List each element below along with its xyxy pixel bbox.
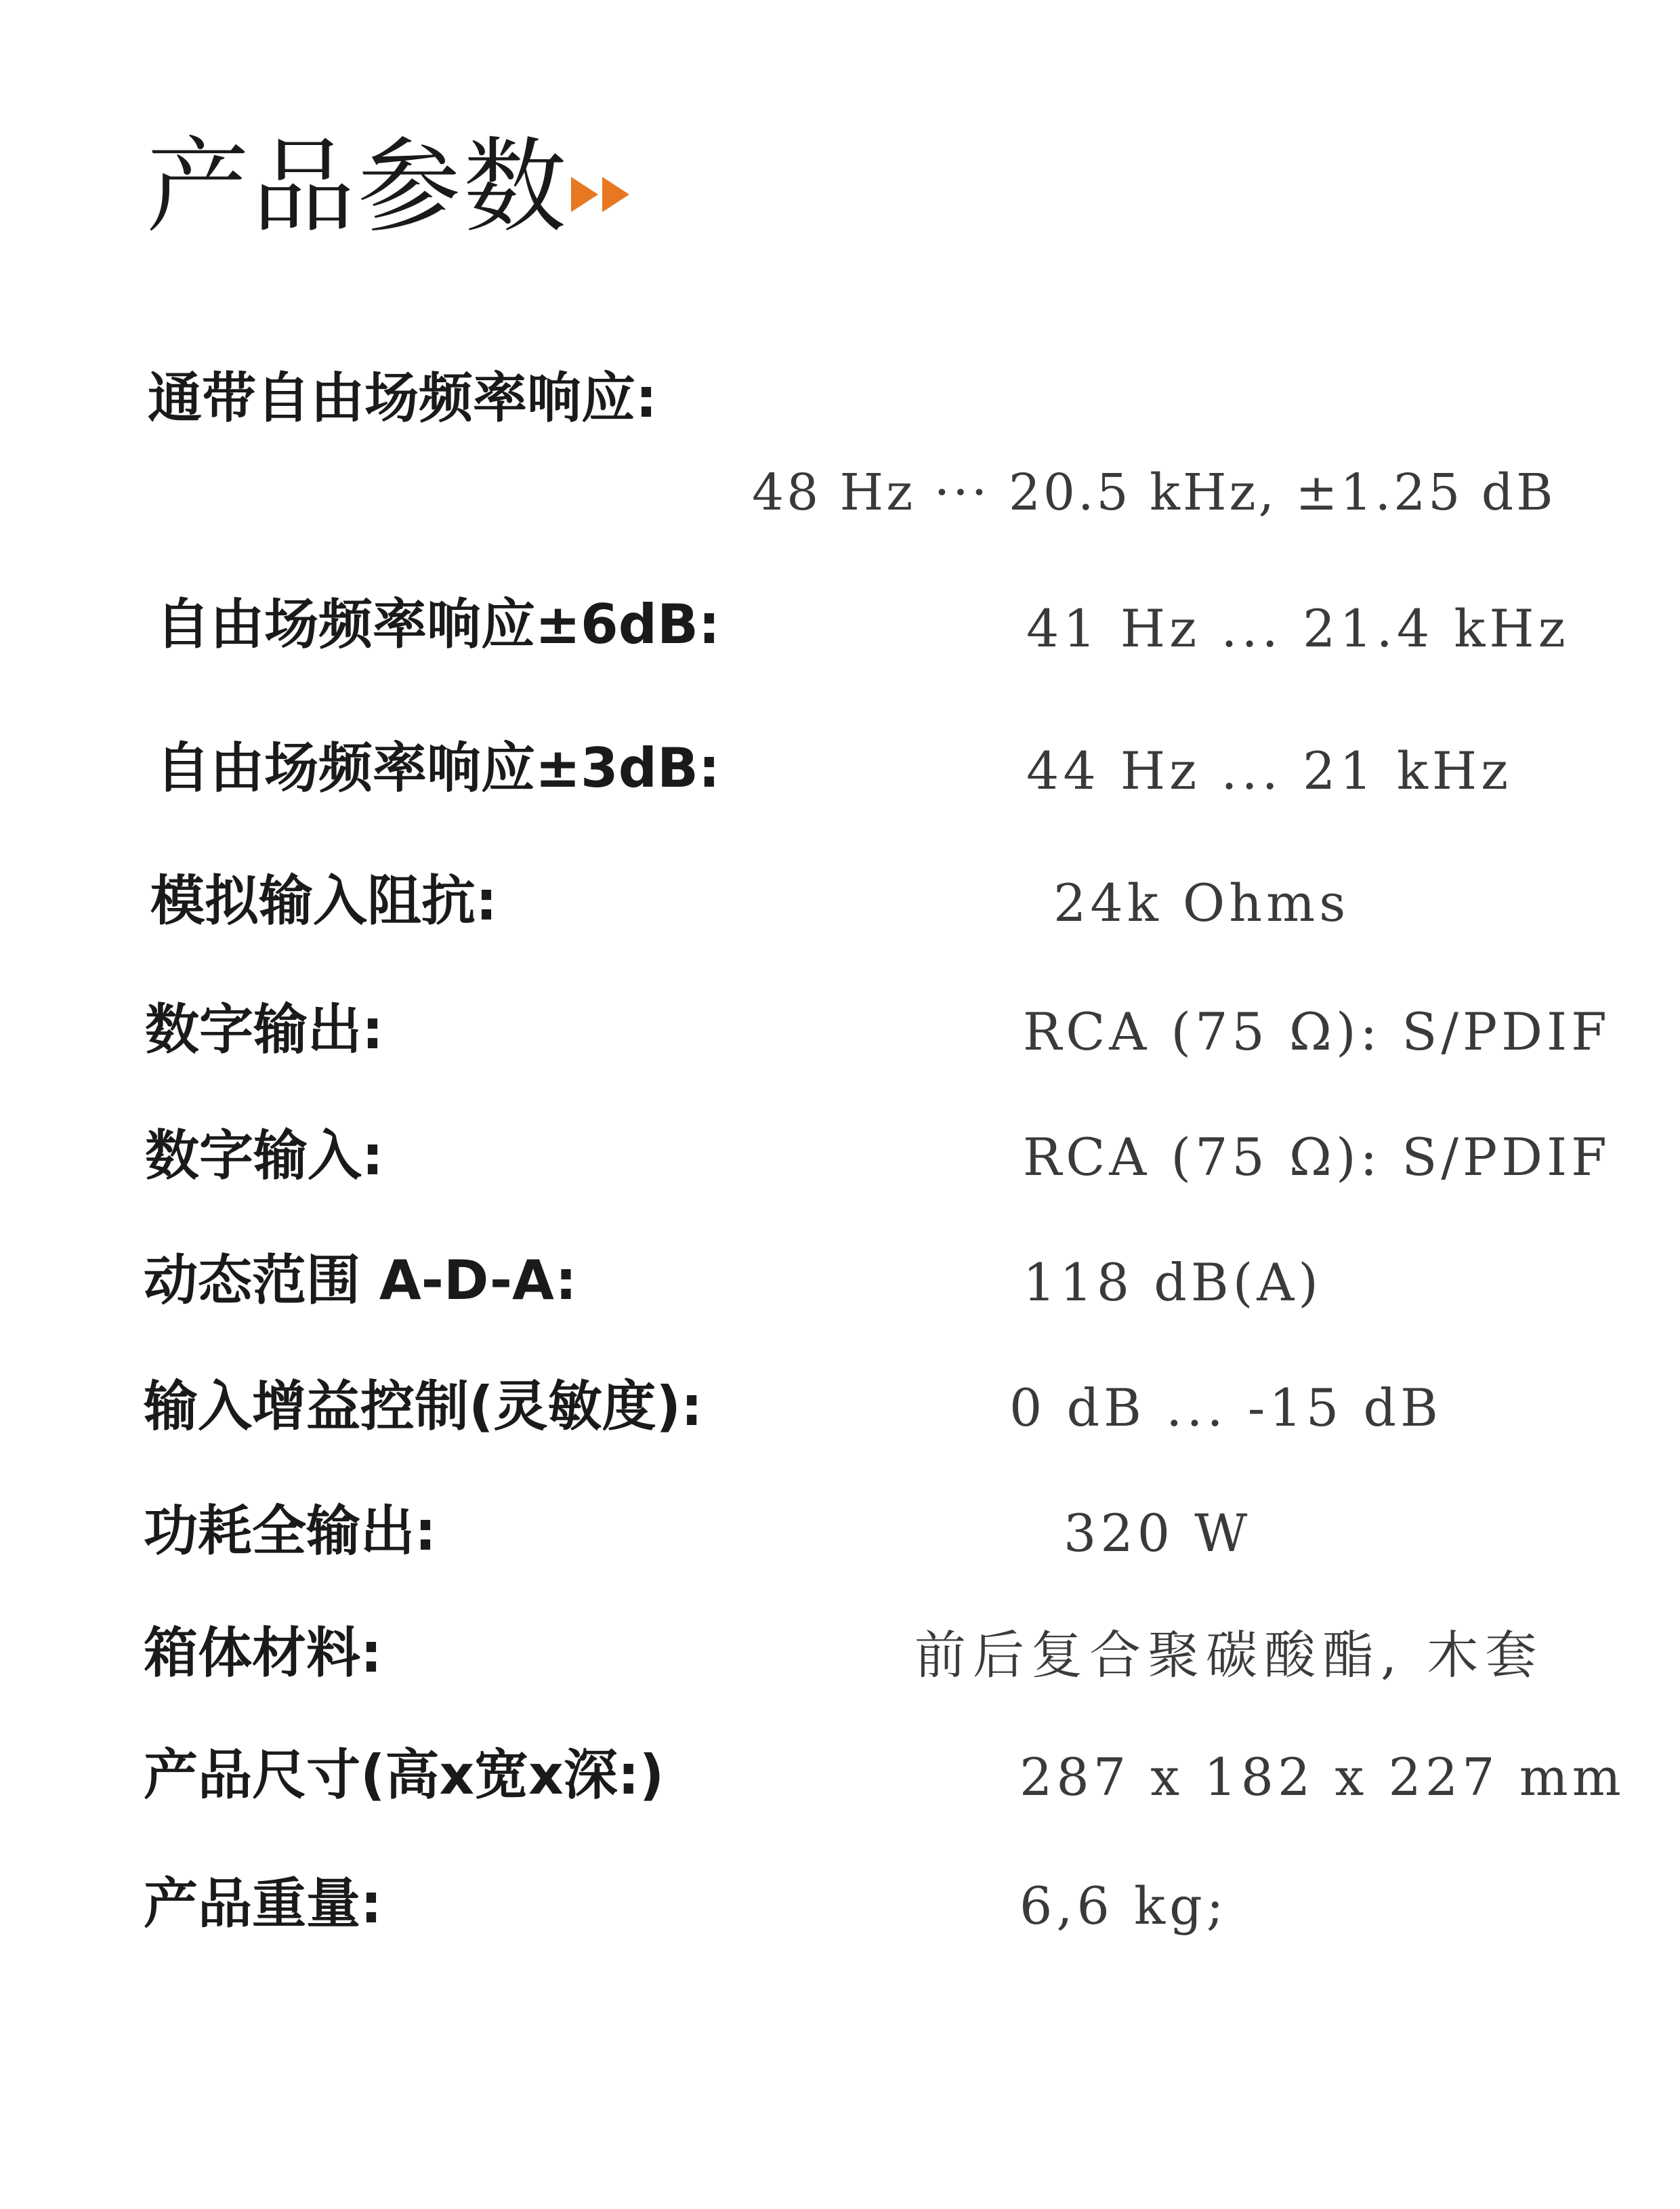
spec-label-digital-output: 数字输出: [145,998,383,1061]
spec-label-enclosure-material: 箱体材料: [144,1622,382,1685]
spec-label-digital-input: 数字输入: [145,1124,383,1187]
spec-label-response-3db: 自由场频率响应±3dB: [156,737,720,800]
spec-value-product-weight: 6,6 kg; [1020,1876,1228,1936]
spec-value-product-dimensions: 287 x 182 x 227 mm [1020,1747,1625,1807]
spec-label-dynamic-range: 动态范围 A-D-A: [144,1249,577,1312]
page-title: 产品参数 [146,127,569,247]
spec-value-response-3db: 44 Hz ... 21 kHz [1026,741,1513,801]
spec-label-product-weight: 产品重量: [144,1872,382,1935]
spec-value-dynamic-range: 118 dB(A) [1023,1252,1322,1313]
spec-value-passband-response: 48 Hz ··· 20.5 kHz, ±1.25 dB [752,463,1556,522]
spec-label-input-gain-control: 输入增益控制(灵敏度): [144,1375,703,1438]
spec-label-passband-response: 通带自由场频率响应: [148,367,657,430]
spec-value-analog-input-impedance: 24k Ohms [1053,873,1350,933]
double-arrow-right-icon [571,174,635,215]
spec-value-response-6db: 41 Hz ... 21.4 kHz [1026,598,1570,659]
spec-value-power-consumption: 320 W [1064,1503,1252,1563]
spec-value-input-gain-control: 0 dB ... -15 dB [1009,1378,1442,1438]
spec-value-enclosure-material: 前后复合聚碳酸酯, 木套 [915,1625,1544,1685]
spec-label-response-6db: 自由场频率响应±6dB: [156,593,720,656]
spec-value-digital-output: RCA (75 Ω): S/PDIF [1023,1002,1611,1062]
spec-label-product-dimensions: 产品尺寸(高x宽x深:) [144,1743,665,1807]
spec-value-digital-input: RCA (75 Ω): S/PDIF [1023,1127,1611,1187]
spec-label-analog-input-impedance: 模拟输入阻抗: [150,869,497,932]
spec-label-power-consumption: 功耗全输出: [144,1500,436,1563]
